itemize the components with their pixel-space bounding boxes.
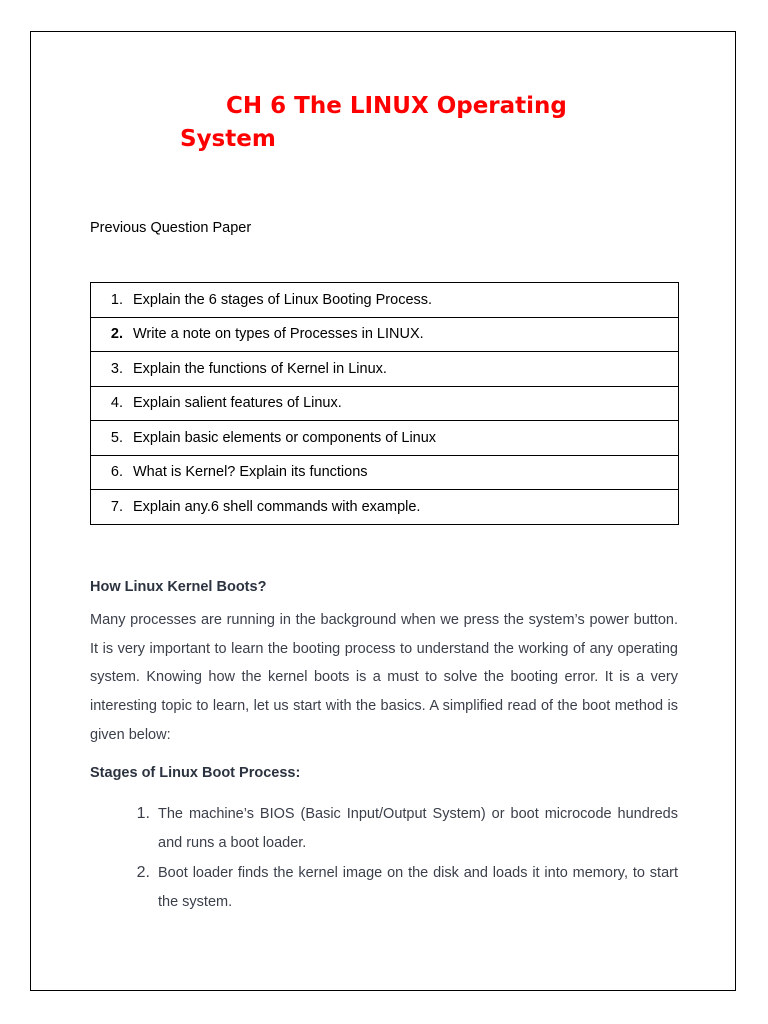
question-number: 7.	[110, 498, 123, 515]
stages-list	[90, 800, 678, 919]
page-title-line-2: System	[180, 126, 276, 152]
question-text: Explain the 6 stages of Linux Booting Process.	[133, 291, 433, 308]
stages-section-heading: Stages of Linux Boot Process:	[90, 765, 301, 781]
question-table	[90, 282, 679, 525]
question-text: Explain salient features of Linux.	[133, 395, 342, 412]
question-number: 6.	[110, 464, 123, 481]
question-number: 1.	[110, 291, 123, 308]
question-text: Explain any.6 shell commands with example.	[133, 498, 421, 515]
table-cell	[91, 317, 679, 352]
table-row	[91, 455, 679, 490]
boot-section-heading: How Linux Kernel Boots?	[90, 579, 267, 595]
question-text: Explain basic elements or components of Linux	[133, 429, 437, 446]
table-cell	[91, 421, 679, 456]
page-title	[180, 90, 620, 156]
question-text: What is Kernel? Explain its functions	[133, 464, 368, 481]
question-number: 4.	[110, 395, 123, 412]
boot-section-paragraph: Many processes are running in the background when we press the system’s power button. It is very important to learn the booting process to understand the working of any operating system. Knowing how the kernel boots is a must to solve the booting error. It is a very interesting topic to learn, let us start with the basics. A simplified read of the boot method is given below:	[90, 612, 678, 743]
question-text: Explain the functions of Kernel in Linux.	[133, 360, 387, 377]
table-cell	[91, 490, 679, 525]
table-cell	[91, 455, 679, 490]
page-title-line-1: CH 6 The LINUX Operating	[226, 93, 567, 119]
table-row	[91, 490, 679, 525]
question-number: 2.	[110, 326, 123, 343]
table-cell	[91, 352, 679, 387]
table-row	[91, 317, 679, 352]
table-row	[91, 283, 679, 318]
stage-text: The machine’s BIOS (Basic Input/Output System) or boot microcode hundreds and runs a boot loader.	[158, 806, 678, 851]
list-item	[90, 859, 678, 916]
stage-number: 2.	[136, 864, 150, 882]
table-row	[91, 352, 679, 387]
table-cell	[91, 386, 679, 421]
table-row	[91, 421, 679, 456]
question-text: Write a note on types of Processes in LINUX.	[133, 326, 424, 343]
table-cell	[91, 283, 679, 318]
stage-number: 1.	[136, 805, 150, 822]
stage-text: Boot loader finds the kernel image on the disk and loads it into memory, to start the system.	[158, 865, 678, 911]
table-row	[91, 386, 679, 421]
subtitle: Previous Question Paper	[90, 220, 252, 236]
list-item	[90, 800, 678, 857]
question-number: 5.	[110, 429, 123, 446]
question-number: 3.	[110, 360, 123, 377]
